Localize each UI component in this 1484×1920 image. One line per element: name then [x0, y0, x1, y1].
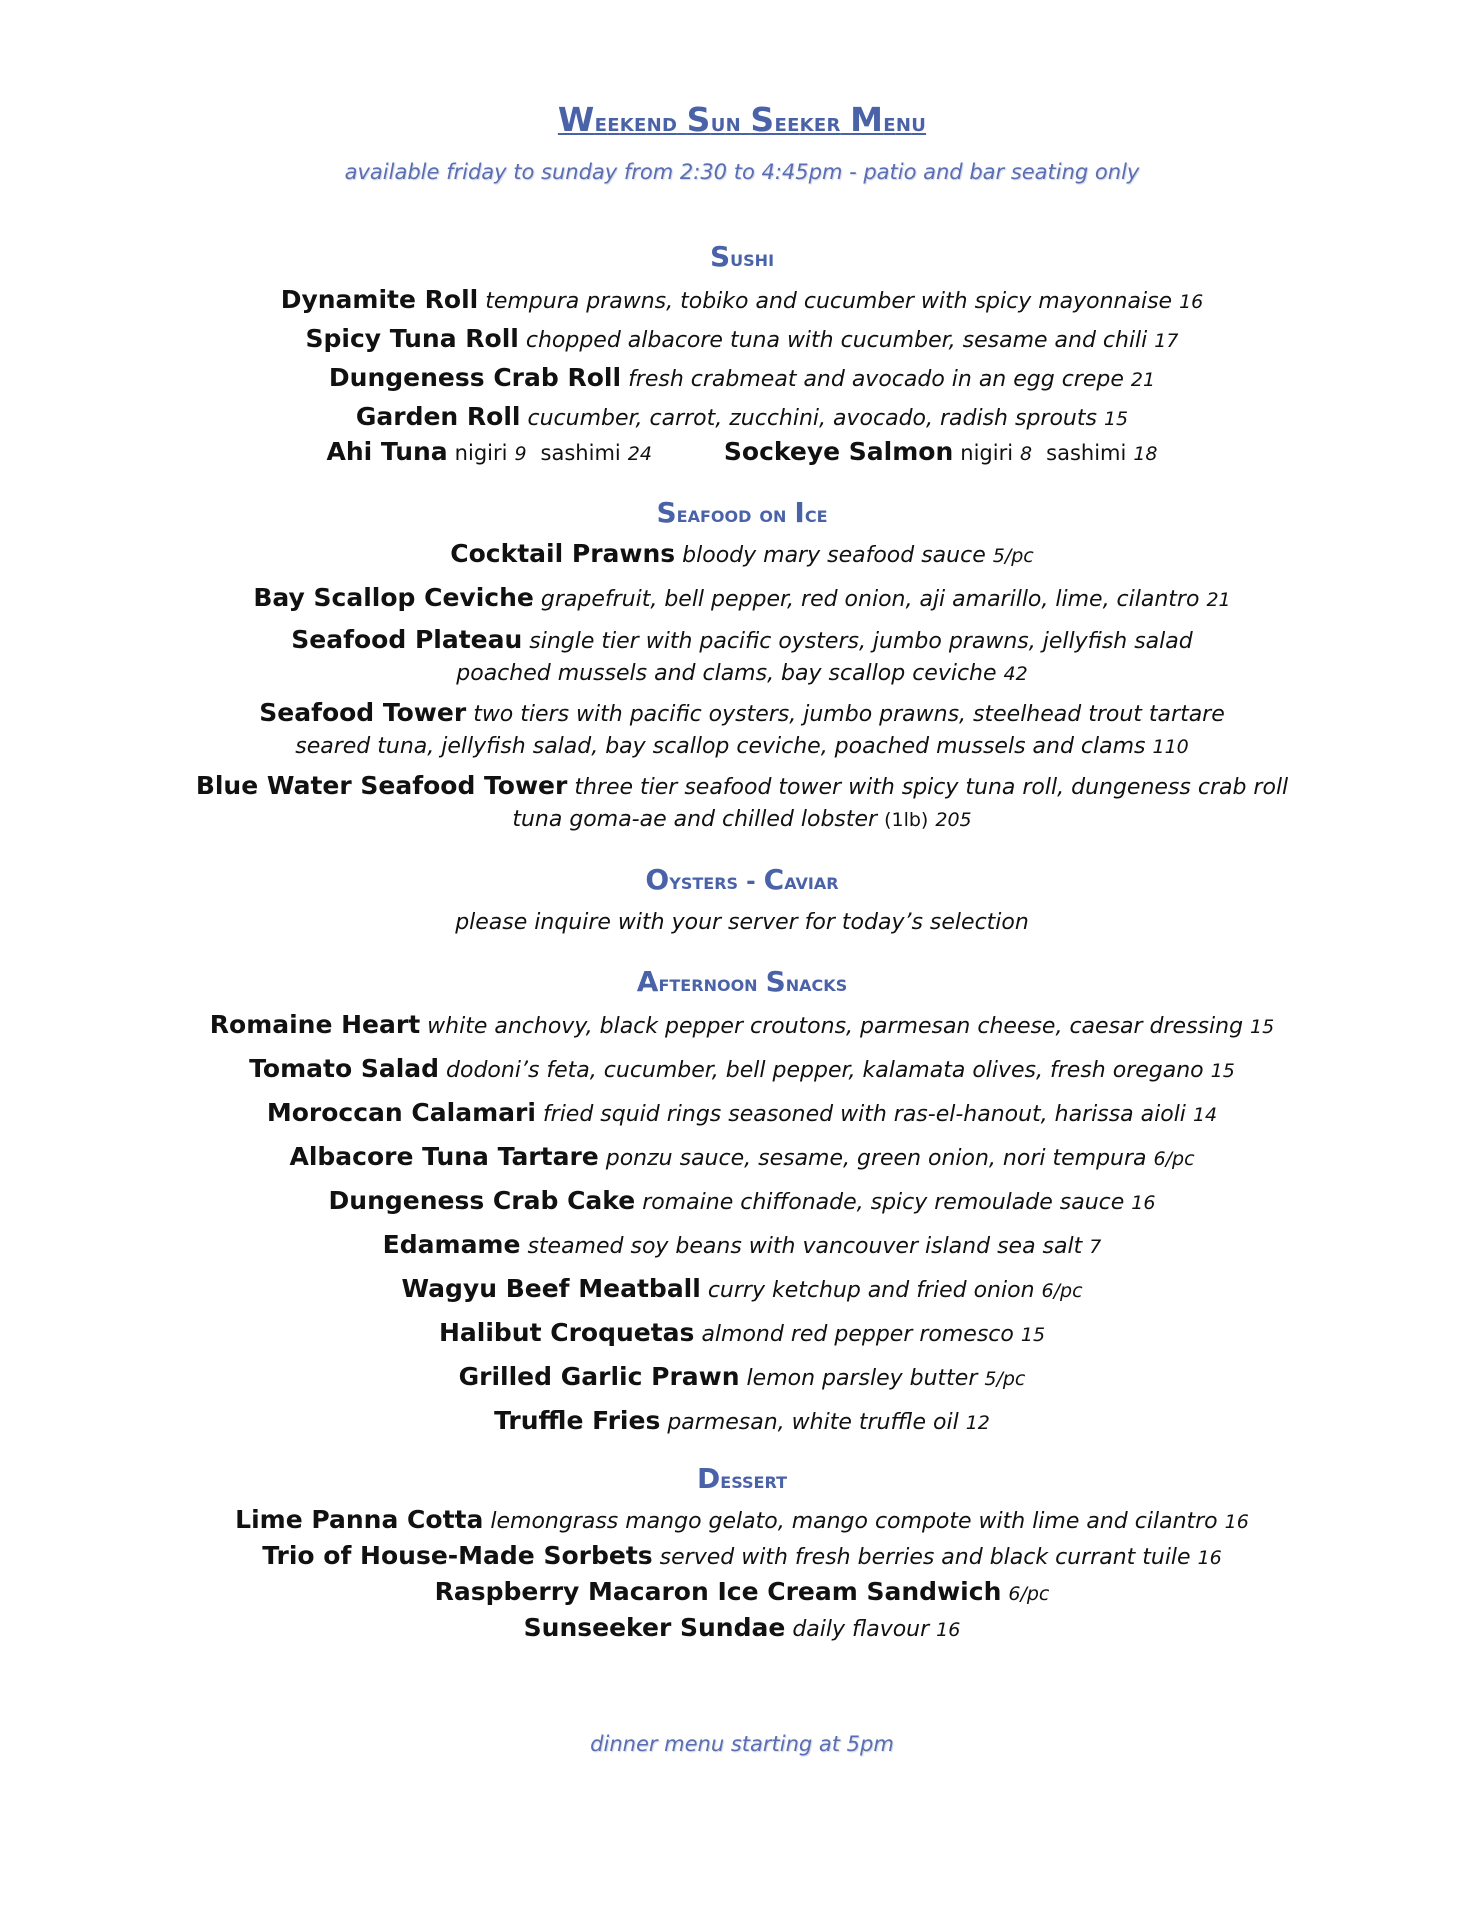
menu-item — [0, 1318, 1484, 1350]
menu-item — [0, 1142, 1484, 1174]
item-price: 7 — [1089, 1236, 1102, 1258]
item-name: Romaine Heart — [209, 1010, 421, 1039]
menu-item-continued — [0, 805, 1484, 835]
menu-item — [0, 539, 1484, 571]
item-name: Albacore Tuna Tartare — [289, 1142, 599, 1171]
item-price: 15 — [1250, 1016, 1275, 1038]
item-description: two tiers with pacific oysters, jumbo prawns, steelhead trout tartare — [473, 702, 1225, 727]
item-price: 5/pc — [984, 1368, 1026, 1390]
item-price: 14 — [1192, 1104, 1218, 1126]
section-heading-oysters-caviar: Oysters - Caviar — [645, 863, 839, 896]
menu-item — [0, 625, 1484, 657]
menu-item — [0, 1054, 1484, 1086]
menu-item — [0, 1230, 1484, 1262]
item-description: tempura prawns, tobiko and cucumber with spicy mayonnaise — [485, 289, 1173, 314]
section-heading-dessert: Dessert — [697, 1462, 787, 1495]
item-name: Ahi Tuna — [326, 437, 448, 466]
item-price: 6/pc — [1041, 1280, 1083, 1302]
menu-item — [0, 402, 1484, 434]
item-description: curry ketchup and fried onion — [707, 1278, 1035, 1303]
item-name: Raspberry Macaron Ice Cream Sandwich — [434, 1577, 1002, 1606]
menu-subtitle: available friday to sunday from 2:30 to 4:45pm - patio and bar seating only — [344, 160, 1140, 184]
sashimi-label: sashimi — [540, 441, 621, 465]
sashimi-price: 24 — [627, 443, 652, 465]
item-description: single tier with pacific oysters, jumbo prawns, jellyfish salad — [529, 629, 1193, 654]
section-heading-sushi: Sushi — [709, 240, 775, 273]
item-price: 42 — [1003, 663, 1028, 685]
menu-item — [0, 1010, 1484, 1042]
item-name: Seafood Plateau — [291, 625, 523, 654]
item-description: almond red pepper romesco — [701, 1322, 1014, 1347]
item-price: 6/pc — [1153, 1148, 1195, 1170]
menu-item — [0, 771, 1484, 803]
menu-item — [0, 1362, 1484, 1394]
menu-item — [0, 1186, 1484, 1218]
item-name: Bay Scallop Ceviche — [253, 583, 534, 612]
item-description: tuna goma-ae and chilled lobster — [512, 807, 878, 832]
menu-item — [0, 1505, 1484, 1537]
menu-footer: dinner menu starting at 5pm — [590, 1732, 894, 1756]
item-description: fresh crabmeat and avocado in an egg crepe — [628, 367, 1124, 392]
item-name: Grilled Garlic Prawn — [458, 1362, 740, 1391]
nigiri-label: nigiri — [960, 441, 1014, 465]
item-price: 6/pc — [1008, 1583, 1050, 1605]
menu-item-continued — [0, 659, 1484, 689]
item-price: 21 — [1206, 589, 1231, 611]
item-description: fried squid rings seasoned with ras-el-hanout, harissa aioli — [542, 1102, 1186, 1127]
section-heading-afternoon-snacks: Afternoon Snacks — [636, 965, 848, 998]
menu-item — [0, 698, 1484, 730]
item-description: lemon parsley butter — [746, 1366, 978, 1391]
item-description: three tier seafood tower with spicy tuna roll, dungeness crab roll — [574, 775, 1289, 800]
item-price: 5/pc — [992, 545, 1034, 567]
item-description: ponzu sauce, sesame, green onion, nori tempura — [605, 1146, 1147, 1171]
item-price: 17 — [1154, 330, 1179, 352]
item-name: Wagyu Beef Meatball — [401, 1274, 701, 1303]
item-description: please inquire with your server for today’s selection — [455, 910, 1029, 935]
item-description: bloody mary seafood sauce — [682, 543, 986, 568]
item-price: 15 — [1210, 1060, 1235, 1082]
item-price: 21 — [1130, 369, 1156, 391]
sashimi-label: sashimi — [1046, 441, 1127, 465]
item-name: Trio of House-Made Sorbets — [262, 1541, 653, 1570]
menu-item — [0, 1098, 1484, 1130]
item-price: 15 — [1020, 1324, 1046, 1346]
item-price: 12 — [965, 1412, 990, 1434]
menu-item — [0, 285, 1484, 317]
item-name: Dynamite Roll — [280, 285, 479, 314]
item-name: Lime Panna Cotta — [235, 1505, 484, 1534]
item-name: Blue Water Seafood Tower — [195, 771, 568, 800]
nigiri-price: 9 — [514, 443, 527, 465]
item-price: 205 — [935, 809, 972, 831]
menu-item — [0, 1541, 1484, 1573]
item-description: parmesan, white truffle oil — [667, 1410, 959, 1435]
item-description: lemongrass mango gelato, mango compote with lime and cilantro — [490, 1509, 1218, 1534]
item-price: 15 — [1103, 408, 1129, 430]
item-description: dodoni’s feta, cucumber, bell pepper, kalamata olives, fresh oregano — [446, 1058, 1204, 1083]
item-description: cucumber, carrot, zucchini, avocado, radish sprouts — [527, 406, 1097, 431]
item-name: Sockeye Salmon — [723, 437, 954, 466]
section-heading-seafood-on-ice: Seafood on Ice — [656, 496, 828, 529]
item-name: Truffle Fries — [494, 1406, 661, 1435]
item-name: Dungeness Crab Roll — [328, 363, 622, 392]
item-name: Moroccan Calamari — [266, 1098, 536, 1127]
menu-item — [0, 324, 1484, 356]
item-description: daily flavour — [792, 1617, 930, 1642]
menu-item — [0, 1274, 1484, 1306]
item-name: Tomato Salad — [249, 1054, 440, 1083]
menu-item — [0, 1613, 1484, 1645]
item-price: 16 — [1131, 1192, 1156, 1214]
nigiri-label: nigiri — [454, 441, 508, 465]
item-name: Dungeness Crab Cake — [328, 1186, 636, 1215]
item-name: Garden Roll — [355, 402, 521, 431]
item-description: poached mussels and clams, bay scallop ceviche — [456, 661, 997, 686]
item-name: Edamame — [382, 1230, 521, 1259]
item-price: 16 — [1179, 291, 1204, 313]
item-description: grapefruit, bell pepper, red onion, aji amarillo, lime, cilantro — [540, 587, 1200, 612]
menu-item — [0, 583, 1484, 615]
menu-item — [0, 1406, 1484, 1438]
item-name: Spicy Tuna Roll — [305, 324, 519, 353]
nigiri-sashimi-row — [0, 437, 1484, 469]
item-description: served with fresh berries and black currant tuile — [659, 1545, 1191, 1570]
item-price: 16 — [1197, 1547, 1222, 1569]
item-description: romaine chiffonade, spicy remoulade sauce — [642, 1190, 1125, 1215]
item-name: Halibut Croquetas — [438, 1318, 695, 1347]
menu-item — [0, 363, 1484, 395]
item-weight: (1lb) — [884, 809, 929, 831]
item-price: 16 — [1224, 1511, 1249, 1533]
item-name: Seafood Tower — [259, 698, 467, 727]
item-description: white anchovy, black pepper croutons, parmesan cheese, caesar dressing — [427, 1014, 1244, 1039]
oysters-note — [0, 908, 1484, 938]
item-description: seared tuna, jellyfish salad, bay scallop ceviche, poached mussels and clams — [295, 734, 1146, 759]
item-description: steamed soy beans with vancouver island sea salt — [527, 1234, 1083, 1259]
menu-item-continued — [0, 732, 1484, 762]
menu-item — [0, 1577, 1484, 1609]
item-name: Cocktail Prawns — [450, 539, 676, 568]
item-price: 16 — [936, 1619, 961, 1641]
sashimi-price: 18 — [1133, 443, 1158, 465]
item-description: chopped albacore tuna with cucumber, sesame and chili — [525, 328, 1148, 353]
item-price: 110 — [1152, 736, 1189, 758]
item-name: Sunseeker Sundae — [523, 1613, 786, 1642]
nigiri-price: 8 — [1020, 443, 1033, 465]
menu-title: Weekend Sun Seeker Menu — [557, 100, 927, 139]
